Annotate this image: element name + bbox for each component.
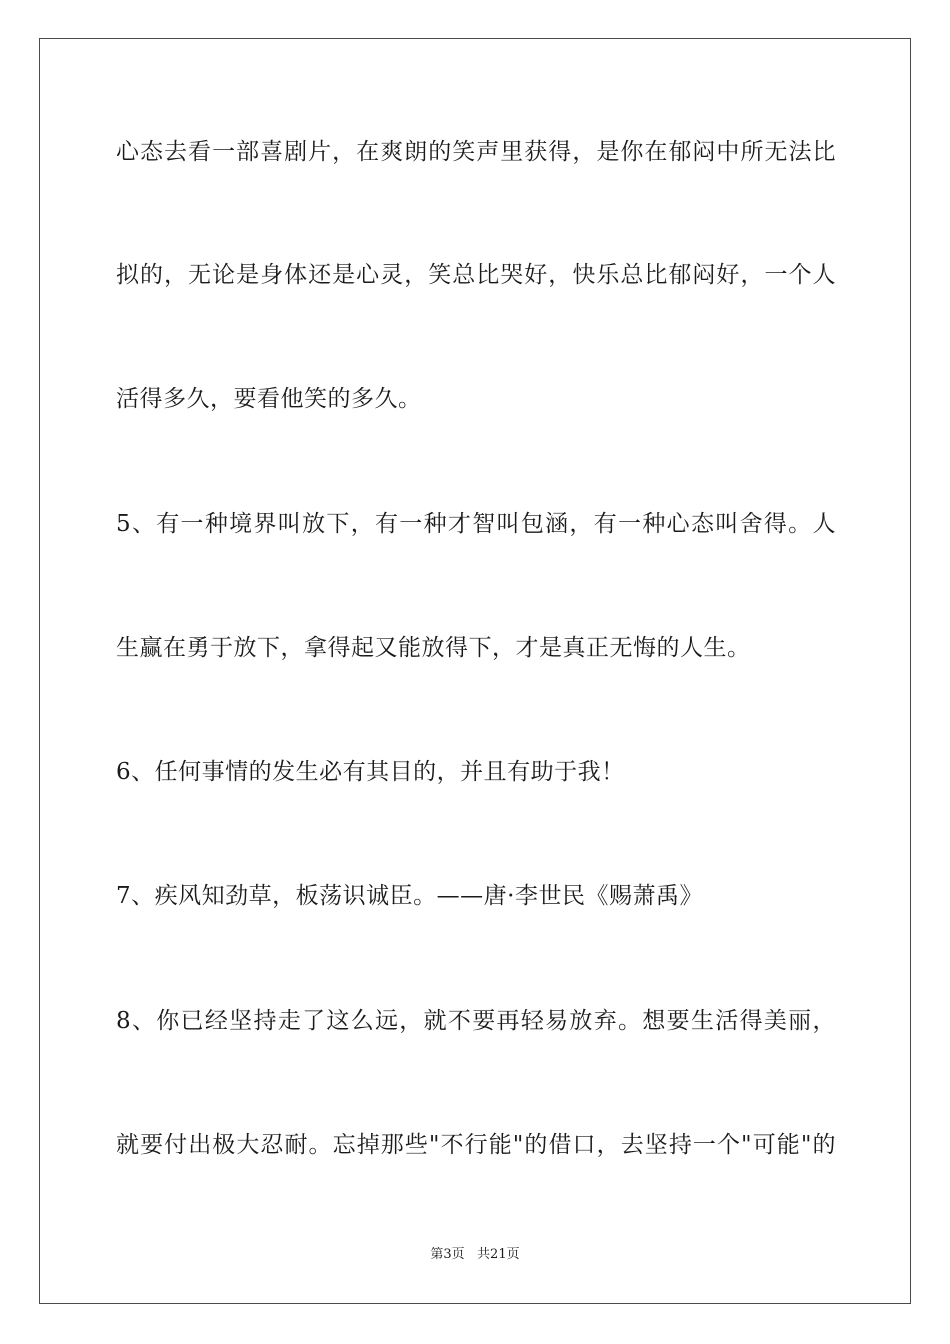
text-line: 拟的，无论是身体还是心灵，笑总比哭好，快乐总比郁闷好，一个人: [116, 262, 836, 288]
text-line: 生赢在勇于放下，拿得起又能放得下，才是真正无悔的人生。: [116, 635, 751, 661]
page-number-footer: 第3页 共21页: [430, 1247, 520, 1262]
text-line: 活得多久，要看他笑的多久。: [116, 386, 422, 412]
text-line: 6、任何事情的发生必有其目的，并且有助于我！: [116, 759, 625, 785]
text-line: 7、疾风知劲草，板荡识诚臣。——唐·李世民《赐萧禹》: [116, 883, 703, 909]
page-frame: [39, 38, 911, 1304]
text-line: 就要付出极大忍耐。忘掉那些"不行能"的借口，去坚持一个"可能"的: [116, 1132, 836, 1158]
text-line: 5、有一种境界叫放下，有一种才智叫包涵，有一种心态叫舍得。人: [116, 511, 836, 537]
text-line: 心态去看一部喜剧片，在爽朗的笑声里获得，是你在郁闷中所无法比: [116, 139, 836, 165]
text-line: 8、你已经坚持走了这么远，就不要再轻易放弃。想要生活得美丽，: [116, 1008, 836, 1034]
